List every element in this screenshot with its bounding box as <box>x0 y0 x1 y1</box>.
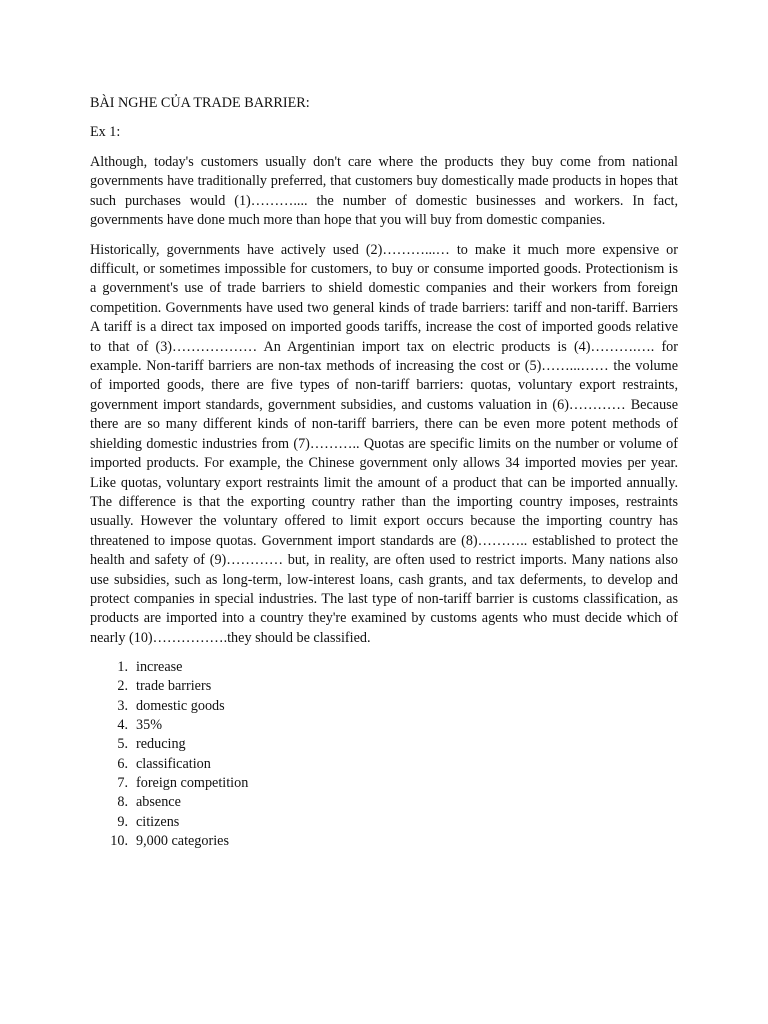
answer-item <box>90 813 678 832</box>
answer-number: 4. <box>117 717 128 734</box>
document-title: BÀI NGHE CỦA TRADE BARRIER: <box>90 95 310 111</box>
answer-text: trade barriers <box>136 678 212 695</box>
answer-number: 5. <box>117 736 128 753</box>
paragraph-intro: Although, today's customers usually don't care where the products they buy come from national governments have traditionally preferred, that customers buy domestically made products in hopes that such purchases would (1)……….... the number of domestic businesses and workers. In fact, governments have done much more than hope that you will buy from domestic companies. <box>90 154 678 229</box>
answer-item <box>90 735 678 754</box>
answer-item <box>90 755 678 774</box>
answer-number: 7. <box>117 774 128 791</box>
answer-item <box>90 793 678 812</box>
answer-text: domestic goods <box>136 697 225 714</box>
answer-item <box>90 832 678 851</box>
answer-list <box>90 658 678 851</box>
answer-text: 9,000 categories <box>136 832 229 849</box>
answer-number: 6. <box>117 755 128 772</box>
answer-text: 35% <box>136 717 163 734</box>
answer-number: 10. <box>110 832 128 849</box>
answer-text: increase <box>136 659 183 676</box>
answer-number: 9. <box>117 813 128 830</box>
exercise-label: Ex 1: <box>90 124 121 140</box>
paragraph-body: Historically, governments have actively used (2)………...… to make it much more expensive or difficult, or sometimes impossible for customers, to buy or consume imported goods. Protectionism is a government's use of trade barriers to shield domestic companies and their workers from foreign competition. Governments have used two general kinds of trade barriers: tariff and non-tariff. Barriers A tariff is a direct tax imposed on imported goods tariffs, increase the cost of imported goods relative to that of (3)……………… An Argentinian import tax on electric products is (4)……….…. for example. Non-tariff barriers are non-tax methods of increasing the cost or (5)……...…… the volume of imported goods, there are five types of non-tariff barriers: quotas, voluntary export restraints, government import standards, government subsidies, and customs valuation in (6)………… Because there are so many different kinds of non-tariff barriers, there can be even more potent methods of shielding domestic industries from (7)……….. Quotas are specific limits on the number or volume of imported products. For example, the Chinese government only allows 34 imported movies per year. Like quotas, voluntary export restraints limit the amount of a product that can be imported annually. The difference is that the exporting country rather than the importing country imposes, restraints usually. However the voluntary offered to limit export occurs because the importing country has threatened to impose quotas. Government import standards are (8)……….. established to protect the health and safety of (9)………… but, in reality, are often used to restrict imports. Many nations also use subsidies, such as long-term, low-interest loans, cash grants, and tax deferments, to develop and protect companies in special industries. The last type of non-tariff barrier is customs classification, as products are imported into a country they're examined by customs agents who must decide which of nearly (10)…………….they should be classified. <box>90 241 678 646</box>
answer-text: classification <box>136 755 211 772</box>
answer-number: 8. <box>117 794 128 811</box>
document-page <box>90 94 678 851</box>
answer-text: reducing <box>136 736 186 753</box>
answer-item <box>90 658 678 677</box>
answer-text: foreign competition <box>136 774 249 791</box>
answer-text: absence <box>136 794 181 811</box>
answer-item <box>90 697 678 716</box>
answer-number: 3. <box>117 697 128 714</box>
answer-number: 1. <box>117 659 128 676</box>
answer-number: 2. <box>117 678 128 695</box>
answer-item <box>90 774 678 793</box>
answer-text: citizens <box>136 813 180 830</box>
answer-item <box>90 716 678 735</box>
answer-item <box>90 677 678 696</box>
